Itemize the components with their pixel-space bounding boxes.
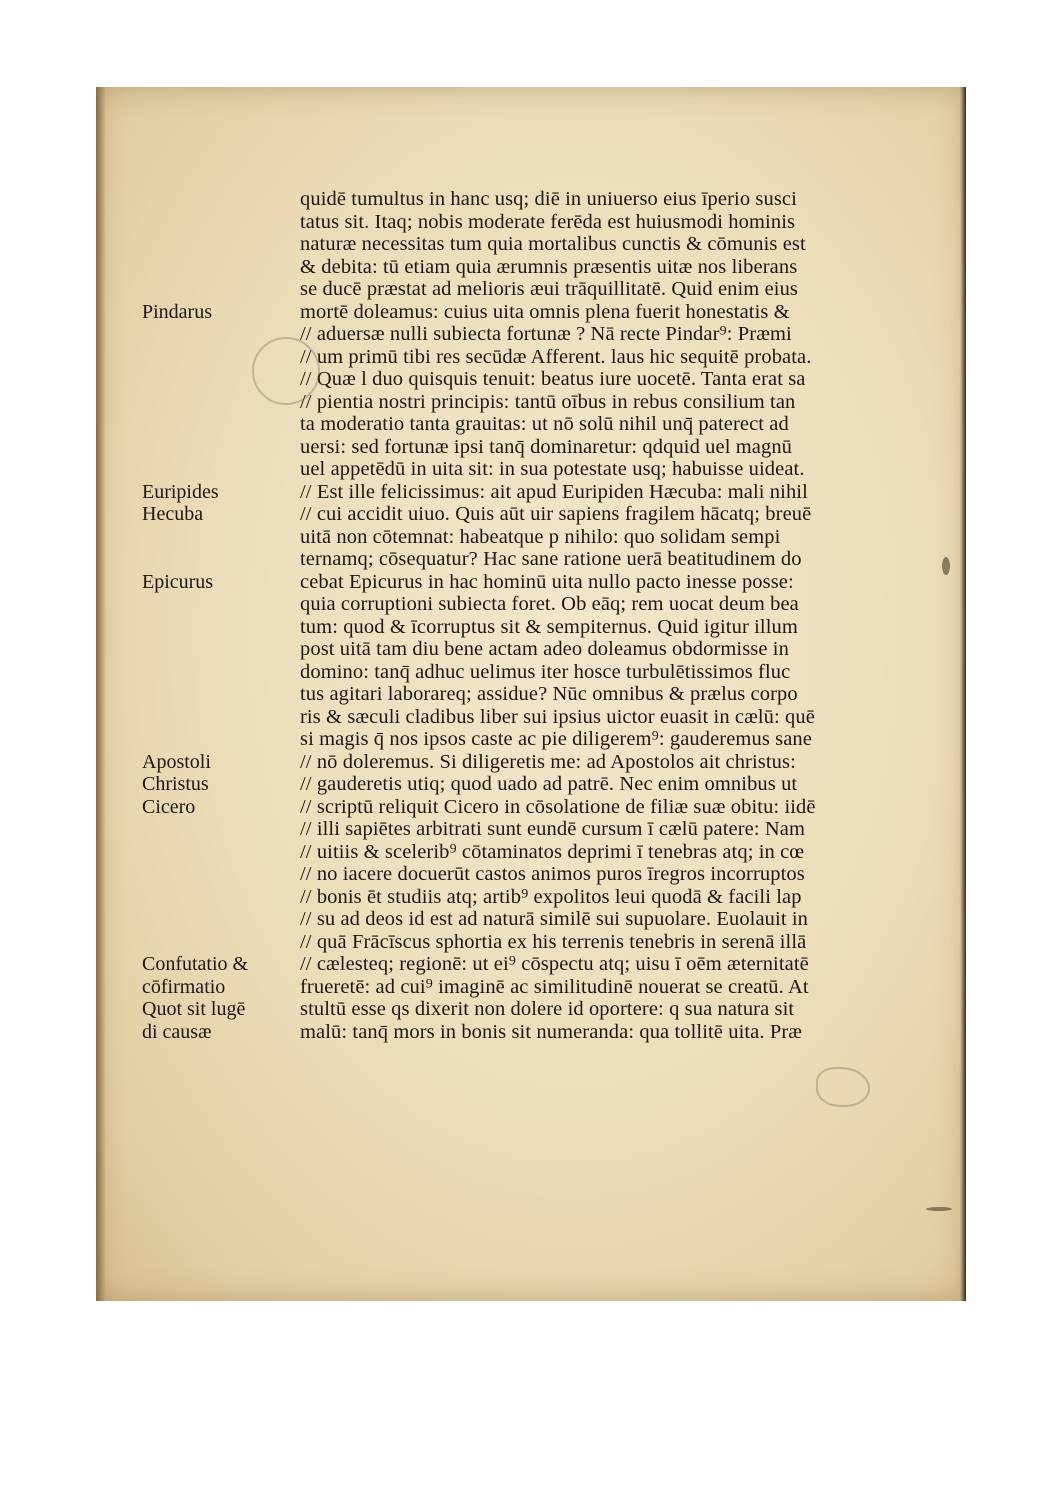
text-line: // Est ille felicissimus: ait apud Euripiden Hæcuba: mali nihil [300,480,808,503]
text-line: // quā Frācīscus sphortia ex his terrenis tenebris in serenā illā [300,930,807,953]
text-line: // aduersæ nulli subiecta fortunæ ? Nā recte Pindar⁹: Præmi [300,323,792,345]
margin-note: Christus [142,773,209,795]
text-line: quia corruptioni subiecta foret. Ob eāq; rem uocat deum bea [300,593,799,615]
text-line: uersi: sed fortunæ ipsi tanq̄ dominaretur: qdquid uel magnū [300,435,793,458]
text-line: se ducē præstat ad melioris æui trāquillitatē. Quid enim eius [300,278,798,300]
text-line: // bonis ēt studiis atq; artib⁹ expolitos leui quodā & facili lap [300,885,802,908]
text-line: quidē tumultus in hanc usq; diē in uniuerso eius īperio susci [300,188,797,210]
text-line: // gauderetis utiq; quod uado ad patrē. Nec enim omnibus ut [300,773,798,795]
text-line: // cui accidit uiuo. Quis aūt uir sapiens fragilem hācatq; breuē [300,503,812,525]
text-line: // no iacere docuerūt castos animos puros īregros incorruptos [300,863,805,885]
library-stamp [816,1067,870,1107]
text-line: naturæ necessitas tum quia mortalibus cunctis & cōmunis est [300,233,806,255]
text-line: // Quæ l duo quisquis tenuit: beatus iure uocetē. Tanta erat sa [300,368,806,390]
text-line: // uitiis & scelerib⁹ cōtaminatos deprimi ī tenebras atq; in cœ [300,840,805,863]
margin-note: Cicero [142,795,196,818]
text-line: uitā non cōtemnat: habeatque p nihilo: quo solidam sempi [300,525,781,548]
text-line: // pientia nostri principis: tantū oībus in rebus consilium tan [300,390,796,413]
text-line: ta moderatio tanta grauitas: ut nō solū nihil unq̄ paterect ad [300,413,789,435]
margin-note: Pindarus [142,300,212,323]
text-line: // scriptū reliquit Cicero in cōsolatione de filiæ suæ obitu: iidē [300,795,816,818]
text-line: post uitā tam diu bene actam adeo doleamus obdormisse in [300,638,789,660]
margin-note: Epicurus [142,570,214,593]
margin-note: Confutatio & [142,953,249,975]
text-line: // nō doleremus. Si diligeretis me: ad Apostolos ait christus: [300,750,796,773]
text-line: // illi sapiētes arbitrati sunt eundē cursum ī cælū patere: Nam [300,818,805,840]
text-line: si magis q̄ nos ipsos caste ac pie diligerem⁹: gauderemus sane [300,728,812,750]
text-line: ris & sæculi cladibus liber sui ipsius uictor euasit in cælū: quē [300,705,815,728]
text-line: ternamq; cōsequatur? Hac sane ratione uerā beatitudinem do [300,548,802,570]
ink-smudge [942,557,950,575]
ink-smudge [926,1207,952,1211]
margin-note: di causæ [142,1020,212,1043]
scanned-page [96,87,966,1301]
text-line: // um primū tibi res secūdæ Afferent. laus hic sequitē probata. [300,345,812,368]
text-line: uel appetēdū in uita sit: in sua potestate usq; habuisse uideat. [300,458,805,480]
text-line: tatus sit. Itaq; nobis moderate ferēda est huiusmodi hominis [300,210,796,233]
margin-note: Quot sit lugē [142,998,246,1020]
text-line: cebat Epicurus in hac hominū uita nullo pacto inesse posse: [300,570,794,593]
text-line: & debita: tū etiam quia ærumnis præsentis uitæ nos liberans [300,255,798,278]
margin-note: Euripides [142,480,219,503]
text-line: tum: quod & īcorruptus sit & sempiternus. Quid igitur illum [300,615,798,638]
text-line: // su ad deos id est ad naturā similē sui supuolare. Euolauit in [300,908,808,930]
text-line: stultū esse qs dixerit non dolere id oportere: q sua natura sit [300,998,795,1020]
text-line: tus agitari laborareq; assidue? Nūc omnibus & prælus corpo [300,683,798,705]
margin-note: Apostoli [142,750,211,773]
margin-note: cōfirmatio [142,975,226,998]
body-text-column [300,188,896,1043]
text-line: frueretē: ad cui⁹ imaginē ac similitudinē nouerat se creatū. At [300,975,809,998]
library-stamp [252,337,320,405]
text-line: // cælesteq; regionē: ut ei⁹ cōspectu atq; uisu ī oēm æternitatē [300,953,809,975]
margin-note: Hecuba [142,503,204,525]
text-line: malū: tanq̄ mors in bonis sit numeranda: qua tollitē uita. Præ [300,1020,803,1043]
text-line: domino: tanq̄ adhuc uelimus iter hosce turbulētissimos fluc [300,660,791,683]
text-line: mortē doleamus: cuius uita omnis plena fuerit honestatis & [300,300,790,323]
